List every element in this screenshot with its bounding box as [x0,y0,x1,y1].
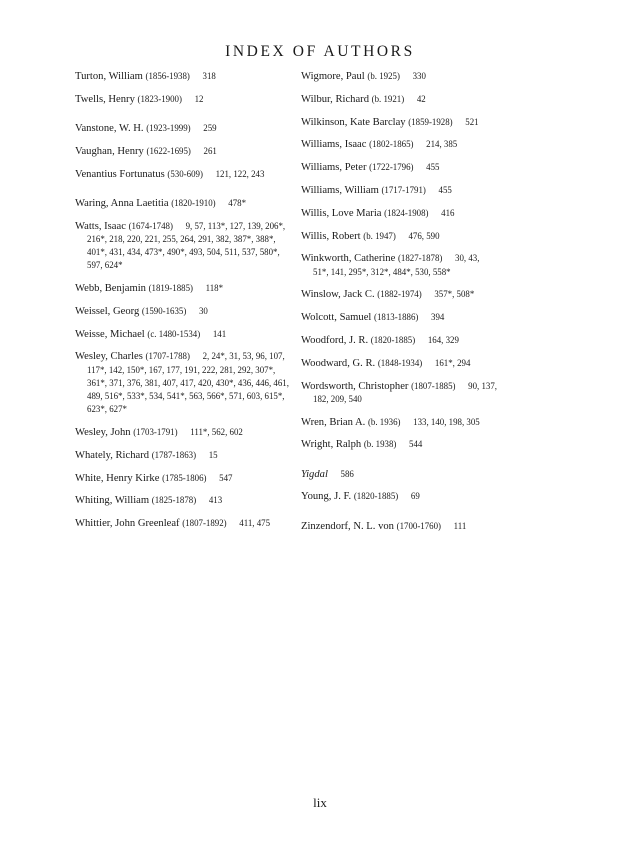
page-references: 133, 140, 198, 305 [413,416,480,427]
author-name: Wren, Brian A. [301,416,366,428]
index-entry [301,311,497,324]
index-entry [301,207,497,220]
author-name: Winkworth, Catherine [301,253,396,265]
page-references: 586 [340,468,354,479]
author-name: Zinzendorf, N. L. von [301,520,394,532]
author-name: Willis, Robert [301,230,361,242]
page-references: 141 [212,328,227,339]
index-entry [301,380,497,406]
index-entry [301,416,497,429]
author-name: Whately, Richard [75,449,150,461]
index-entry [75,449,293,462]
author-name: Wilbur, Richard [301,93,369,105]
index-entry [301,252,497,278]
author-dates: (b. 1925) [367,71,400,81]
page-references: 161*, 294 [434,357,471,368]
author-dates: (1707-1788) [145,351,190,362]
index-entry [75,472,293,485]
page-references: 330 [412,71,426,81]
page-references: 121, 122, 243 [215,168,265,179]
author-name: Waring, Anna Laetitia [75,197,169,209]
author-dates: (b. 1938) [363,439,397,450]
author-dates: (c. 1480-1534) [147,328,201,339]
page-references: 394 [431,312,445,323]
index-entry [301,184,497,197]
page-number: lix [313,795,327,810]
index-entry [75,350,293,416]
author-dates: (1859-1928) [408,116,453,127]
page-references: 42 [416,93,426,104]
author-name: Vanstone, W. H. [75,123,144,134]
author-dates: (1923-1999) [146,123,191,133]
page-references: 30 [198,305,208,316]
author-dates: (b. 1947) [363,230,396,241]
author-name: Whiting, William [75,495,150,507]
author-dates: (1722-1796) [369,162,414,173]
author-name: Twells, Henry [75,93,135,105]
index-entry [301,334,497,347]
index-entry [301,70,497,83]
author-name: Vaughan, Henry [75,145,144,157]
page-references: 9, 57, 113*, 127, 139, 206*, 216*, 218, 220, 221, 255, 264, 291, 382, 387*, 388*, 401*, 431, 434, 473*, 490*, 493, 504, 511, 537, 580*, 597, 624* [87,220,286,271]
author-dates: (1848-1934) [377,357,423,368]
author-dates: (530-609) [167,168,203,179]
page-references: 164, 329 [427,334,459,345]
author-name: Winslow, Jack C. [301,289,375,301]
author-name: Whittier, John Greenleaf [75,518,180,530]
author-name: Wordsworth, Christopher [301,380,409,392]
author-dates: (1824-1908) [384,207,429,218]
page-references: 411, 475 [239,518,271,529]
author-dates: (1717-1791) [381,184,426,195]
author-name: Williams, Peter [301,162,367,174]
author-dates: (1820-1885) [370,334,416,345]
author-dates: (1882-1974) [377,289,422,300]
index-entry [75,168,293,181]
index-entry [301,490,497,503]
author-name: Weisse, Michael [75,328,145,340]
index-entry [75,517,293,530]
right-index-column [301,70,497,542]
index-entry [301,468,497,481]
author-dates: (1820-1910) [171,197,216,208]
page-references: 521 [465,116,479,127]
author-dates: (1590-1635) [141,305,187,316]
page-references: 259 [203,123,217,133]
author-dates: (1622-1695) [146,145,191,156]
author-dates: (1703-1791) [133,427,178,437]
page-references: 118* [205,283,224,293]
author-name: Wesley, John [75,427,131,438]
index-entry [301,161,497,174]
author-dates: (1825-1878) [151,495,197,506]
author-name: White, Henry Kirke [75,472,160,484]
author-name: Woodward, G. R. [301,357,376,369]
author-name: Weissel, Georg [75,305,140,317]
page-references: 357*, 508* [434,289,475,300]
index-entry [75,494,293,507]
page-references: 12 [194,93,204,104]
author-name: Venantius Fortunatus [75,168,165,180]
index-entry [75,93,293,106]
index-entry [75,70,293,83]
left-index-column [75,70,293,540]
page-title: INDEX OF AUTHORS [225,43,415,60]
author-name: Webb, Benjamin [75,283,146,294]
author-name: Wilkinson, Kate Barclay [301,116,406,128]
author-name: Wright, Ralph [301,439,362,451]
author-name: Turton, William [75,71,143,82]
author-dates: (1827-1878) [397,253,443,264]
author-dates: (b. 1921) [371,93,405,104]
index-entry [301,116,497,129]
author-dates: (1823-1900) [137,93,182,104]
index-entry [75,282,293,295]
page-references: 111*, 562, 602 [190,427,243,437]
page-references: 544 [409,439,423,450]
author-dates: (1813-1886) [374,312,419,323]
author-dates: (1856-1938) [145,71,190,81]
author-name: Wesley, Charles [75,351,143,363]
author-name: Wigmore, Paul [301,71,365,82]
page-references: 547 [219,472,233,483]
page-references: 318 [202,71,216,81]
author-name: Willis, Love Maria [301,207,382,219]
page-references: 111 [453,520,467,531]
author-name: Yigdal [301,468,328,480]
page-references: 455 [438,184,452,195]
author-dates: (b. 1936) [367,416,401,427]
page-references: 416 [441,207,455,218]
page-references: 90, 137, 182, 209, 540 [313,380,497,404]
author-dates: (1674-1748) [128,220,173,231]
author-name: Watts, Isaac [75,220,126,232]
index-entry [75,220,293,273]
index-entry [75,305,293,318]
author-dates: (1700-1760) [396,520,441,531]
index-entry [301,520,497,533]
page-references: 15 [208,449,218,460]
index-entry [75,197,293,210]
index-entry [301,230,497,243]
author-dates: (1785-1806) [162,472,207,483]
author-dates: (1820-1885) [353,491,399,502]
page-references: 30, 43, 51*, 141, 295*, 312*, 484*, 530, 558* [313,253,480,277]
page-references: 455 [426,162,440,173]
author-name: Woodford, J. R. [301,334,369,346]
author-name: Williams, Isaac [301,139,367,151]
page-references: 476, 590 [408,230,440,241]
index-entry [75,426,293,439]
author-name: Williams, William [301,184,379,196]
page-references: 261 [203,145,217,156]
author-dates: (1819-1885) [148,283,193,293]
index-entry [75,145,293,158]
author-name: Young, J. F. [301,491,352,503]
index-entry [75,328,293,341]
index-entry [301,288,497,301]
author-dates: (1802-1865) [369,139,414,150]
page-references: 2, 24*, 31, 53, 96, 107, 117*, 142, 150*, 167, 177, 191, 222, 281, 292, 307*, 361*, 371, 376, 381, 407, 417, 420, 430*, 436, 446, 461, 489, 516*, 533*, 534, 541*, 563, 566*, 571, 603, 615*, 623*, 627* [87,351,289,415]
page-references: 69 [410,491,420,502]
author-dates: (1807-1885) [411,380,456,391]
page-references: 478* [228,197,247,208]
author-name: Wolcott, Samuel [301,312,372,324]
page-references: 214, 385 [426,139,458,150]
author-dates: (1807-1892) [182,518,227,529]
page-references: 413 [208,495,223,506]
index-entry [301,438,497,451]
index-entry [301,357,497,370]
index-entry [301,138,497,151]
index-entry [301,93,497,106]
author-dates: (1787-1863) [151,449,197,460]
index-entry [75,122,293,135]
